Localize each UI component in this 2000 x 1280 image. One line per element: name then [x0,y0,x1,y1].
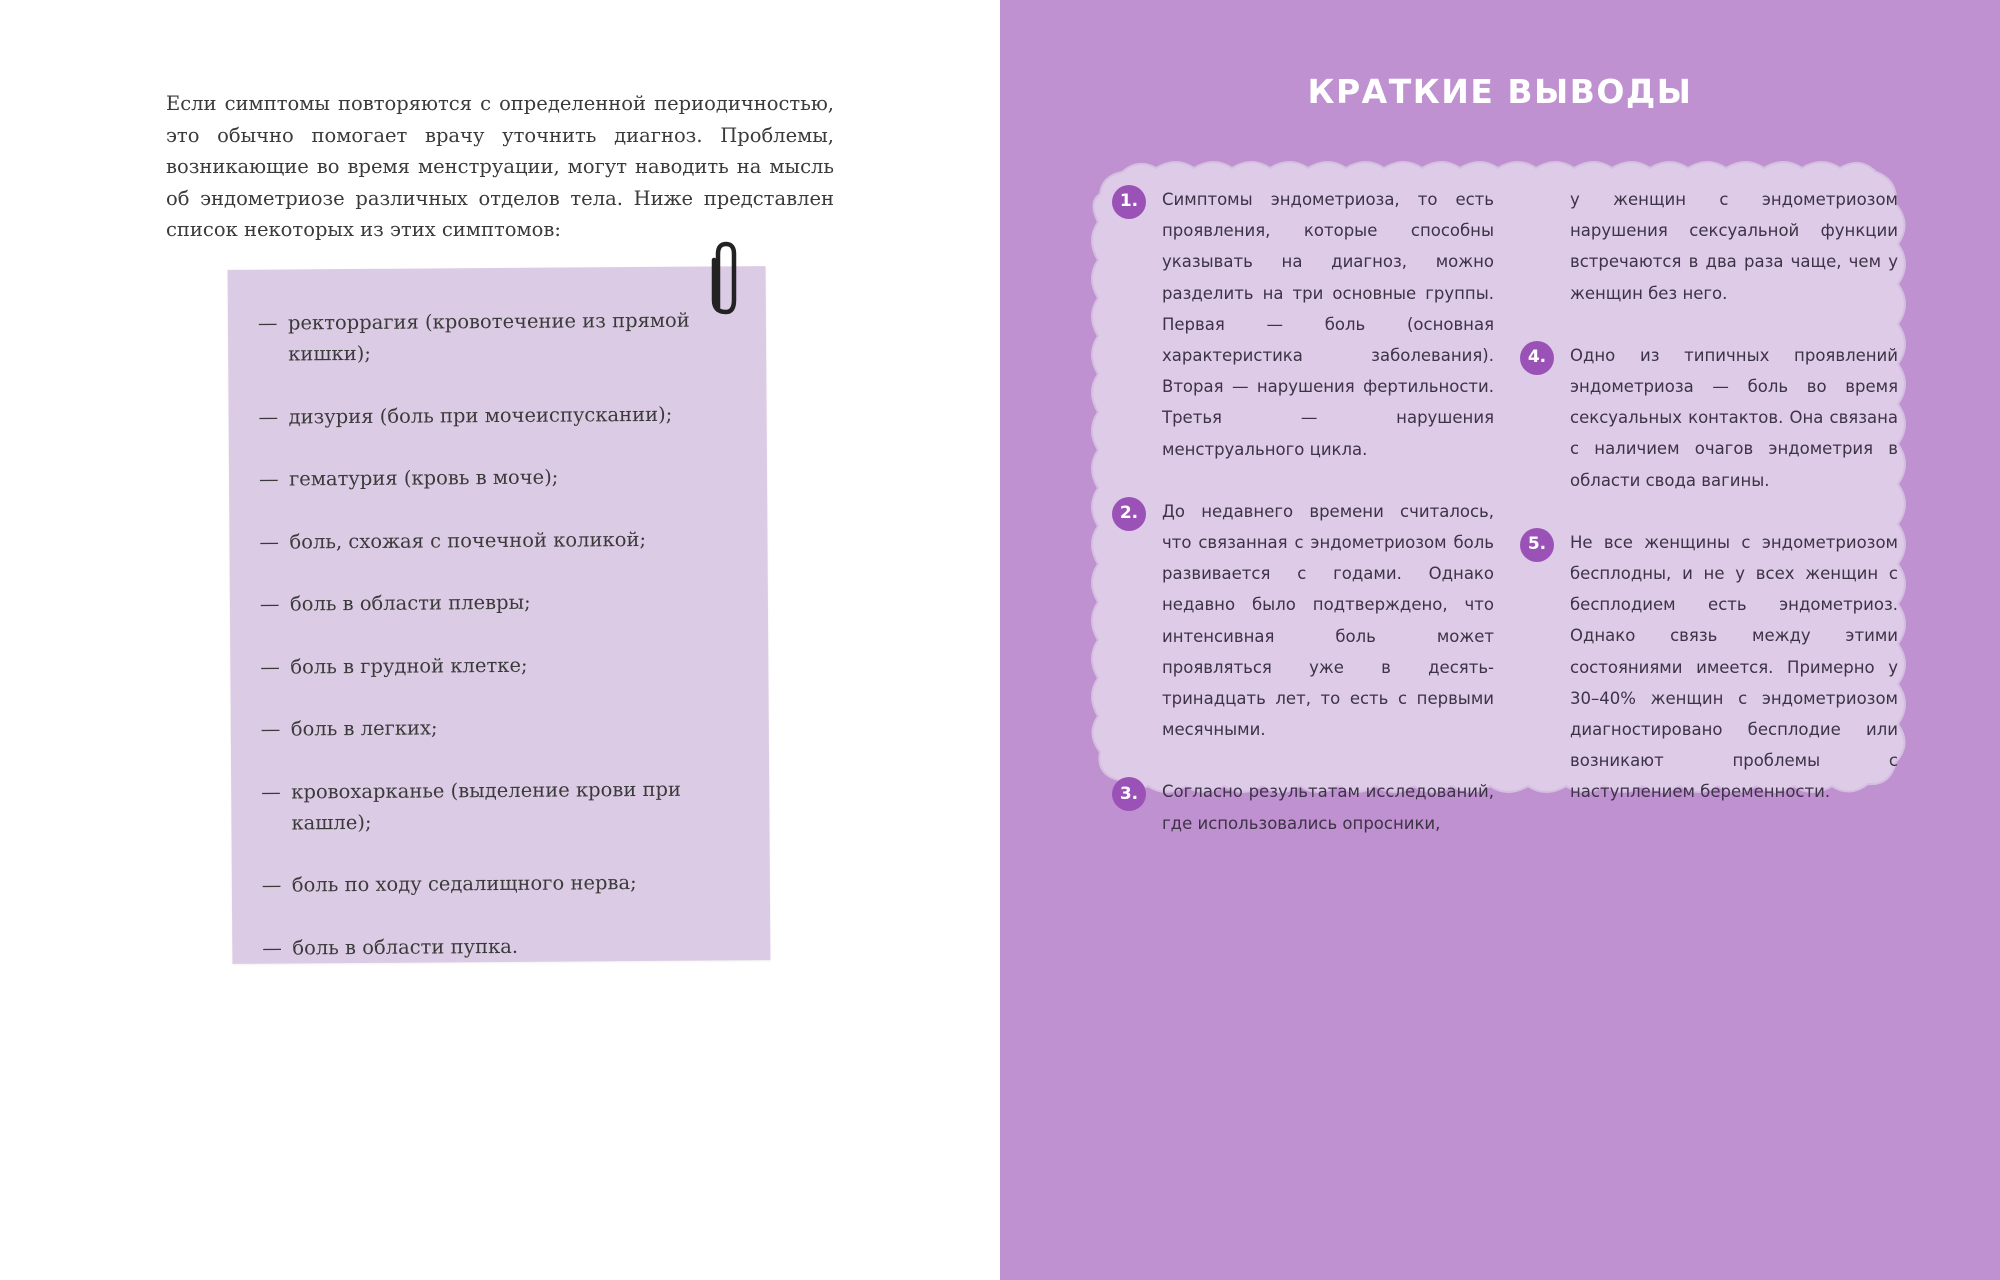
list-item [260,648,750,682]
symptom-text: боль в грудной клетке; [290,653,528,678]
symptom-text: боль в области пупка. [292,934,519,959]
number-badge: 2. [1112,497,1146,531]
conclusion-text: Одно из типичных проявлений эндометриоза — боль во время сексуальных контактов. Она связана с наличием очагов эндометрия в области свода вагины. [1570,345,1898,490]
conclusion-item [1119,776,1494,838]
symptom-text: боль в легких; [290,716,438,741]
number-badge: 3. [1112,777,1146,811]
list-item [261,710,751,744]
conclusion-text: у женщин с эндометриозом нарушения сексуальной функции встречаются в два раза чаще, чем у женщин без него. [1570,190,1898,303]
conclusion-continuation [1570,184,1898,309]
symptom-text: ректоррагия (кровотечение из прямой кишки); [287,308,690,366]
symptom-text: дизурия (боль при мочеиспускании); [288,402,673,428]
conclusion-item [1119,496,1494,746]
dash-marker: — [258,467,279,491]
dash-marker: — [261,873,282,897]
dash-marker: — [260,717,281,741]
dash-marker: — [258,405,279,429]
intro-paragraph: Если симптомы повторяются с определенной периодичностью, это обычно помогает врачу уточнить диагноз. Проблемы, возникающие во время менструации, могут наводить на мысль об эндометриозе различных отделов тела. Ниже представлен список некоторых из этих симптомов: [166,92,834,241]
dash-marker: — [261,780,281,804]
list-item [259,460,749,494]
number-badge: 5. [1520,528,1554,562]
number-badge: 4. [1520,341,1554,375]
conclusion-item [1119,184,1494,465]
number-badge: 1. [1112,185,1146,219]
list-item [261,773,751,838]
page-title: КРАТКИЕ ВЫВОДЫ [1307,72,1693,111]
list-item [259,523,749,557]
list-item [262,866,752,900]
paperclip-icon [704,240,744,316]
symptom-text: боль, схожая с почечной коликой; [289,527,647,553]
list-item [259,398,749,432]
conclusion-item [1527,340,1898,496]
dash-marker: — [259,592,280,616]
list-item [262,929,752,963]
dash-marker: — [262,936,282,960]
conclusions-column-left [1119,184,1494,870]
list-item [258,304,748,369]
dash-marker: — [257,311,278,335]
conclusions-column-right [1527,184,1898,839]
conclusion-text: Симптомы эндометриоза, то есть проявления, которые способны указывать на диагноз, можно разделить на три основные группы. Первая — боль (основная характеристика заболевания). Вторая — нарушения фертильности. Третья — нарушения менструального цикла. [1162,190,1494,459]
symptoms-list [258,304,753,994]
symptom-text: боль по ходу седалищного нерва; [291,871,637,897]
dash-marker: — [260,655,280,679]
conclusion-item [1527,527,1898,808]
symptoms-note [228,266,771,964]
symptom-text: гематурия (кровь в моче); [288,465,559,491]
conclusions-cloud [1082,154,1920,833]
list-item [260,585,750,619]
symptom-text: боль в области плевры; [289,590,531,616]
conclusion-text: Согласно результатам исследований, где использовались опросники, [1162,782,1494,833]
symptom-text: кровохарканье (выделение крови при кашле); [291,777,682,834]
dash-marker: — [259,530,280,554]
conclusion-text: Не все женщины с эндометриозом бесплодны, и не у всех женщин с бесплодием есть эндометриоз. Однако связь между этими состояниями имеется. Примерно у 30–40% женщин с эндометриозом диагностировано бесплодие или возникают проблемы с наступлением беременности. [1570,532,1898,802]
conclusion-text: До недавнего времени считалось, что связанная с эндометриозом боль развивается с годами. Однако недавно было подтверждено, что интенсивная боль может проявляться уже в десять-тринадцать лет, то есть с первыми месячными. [1162,501,1494,740]
